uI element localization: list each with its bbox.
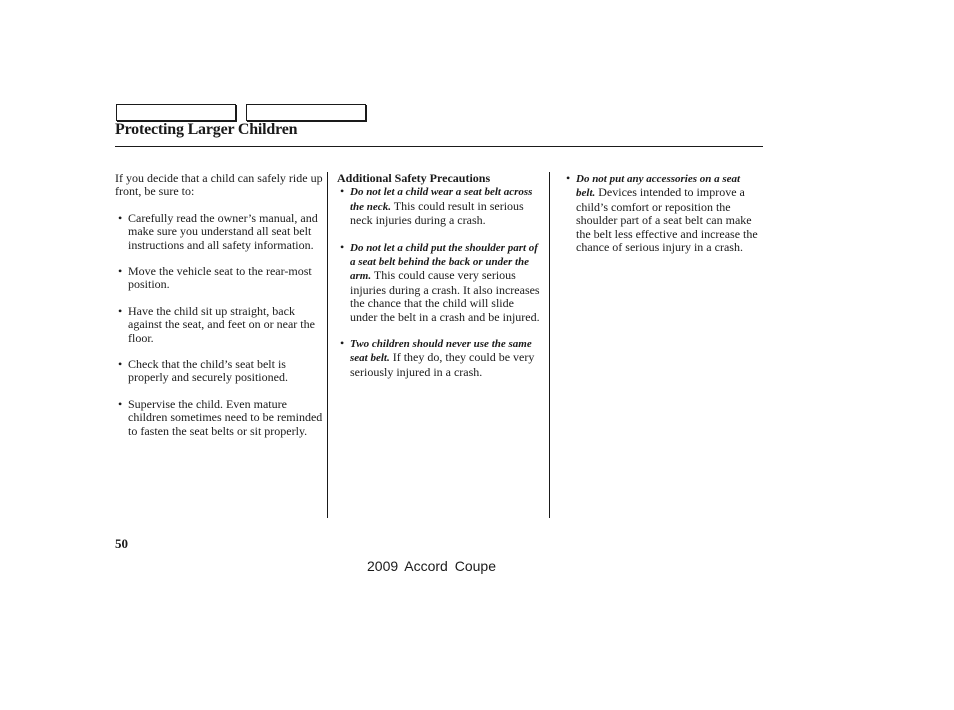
list-item bbox=[115, 212, 323, 252]
list-item-text: Carefully read the owner’s manual, and make sure you understand all seat belt instructions and all safety information. bbox=[128, 210, 318, 252]
warning-emphasis: Do not let a child put the shoulder part of a seat belt behind the back or under the arm. bbox=[350, 241, 538, 283]
bullet-icon: • bbox=[340, 336, 345, 351]
list-item bbox=[337, 241, 543, 324]
list-item bbox=[337, 185, 543, 227]
bullet-icon: • bbox=[340, 184, 345, 199]
list-item-text: Check that the child’s seat belt is properly and securely positioned. bbox=[128, 357, 288, 385]
column-divider bbox=[549, 172, 550, 518]
bullet-icon: • bbox=[340, 239, 345, 254]
warning-emphasis: Do not let a child wear a seat belt across the neck. bbox=[350, 186, 533, 213]
footer-model: 2009 Accord Coupe bbox=[367, 558, 496, 574]
bullet-icon: • bbox=[118, 303, 123, 318]
warning-emphasis: Do not put any accessories on a seat belt. bbox=[576, 173, 741, 200]
list-item bbox=[115, 358, 323, 385]
bullet-icon: • bbox=[118, 396, 123, 411]
bullet-icon: • bbox=[566, 171, 571, 185]
nav-tab-button-1[interactable] bbox=[116, 104, 236, 121]
list-item bbox=[115, 398, 323, 438]
warning-emphasis: Two children should never use the same seat belt. bbox=[350, 338, 532, 365]
bullet-icon: • bbox=[118, 264, 123, 279]
list-item bbox=[115, 305, 323, 345]
list-item-text: This could cause very serious injuries during a crash. It also increases the chance that the child will slide under the belt in a crash and be injured. bbox=[350, 268, 540, 324]
list-item-text: Move the vehicle seat to the rear-most position. bbox=[128, 264, 312, 292]
section-heading: Additional Safety Precautions bbox=[337, 171, 491, 185]
title-rule bbox=[115, 146, 763, 147]
list-item bbox=[337, 337, 543, 379]
intro-text: If you decide that a child can safely ride up front, be sure to: bbox=[115, 171, 323, 199]
list-item-text: Have the child sit up straight, back against the seat, and feet on or near the floor. bbox=[128, 303, 315, 345]
bullet-icon: • bbox=[118, 210, 123, 225]
bullet-icon: • bbox=[118, 357, 123, 372]
page-number: 50 bbox=[115, 536, 128, 551]
list-item-text: Devices intended to improve a child’s comfort or reposition the shoulder part of a seat belt can make the belt less effective and increase the chance of serious injury in a crash. bbox=[576, 185, 758, 255]
list-item-text: This could result in serious neck injuries during a crash. bbox=[350, 198, 524, 228]
column-divider bbox=[327, 172, 328, 518]
list-item bbox=[563, 172, 759, 254]
column-2 bbox=[337, 172, 543, 379]
list-item-text: Supervise the child. Even mature children sometimes need to be reminded to fasten the seat belts or sit properly. bbox=[128, 396, 323, 438]
column-1 bbox=[115, 172, 323, 438]
list-item bbox=[115, 265, 323, 292]
column-3 bbox=[563, 172, 759, 254]
list-item-text: If they do, they could be very seriously injured in a crash. bbox=[350, 350, 535, 379]
page-title: Protecting Larger Children bbox=[115, 121, 298, 138]
nav-tab-button-2[interactable] bbox=[246, 104, 366, 121]
